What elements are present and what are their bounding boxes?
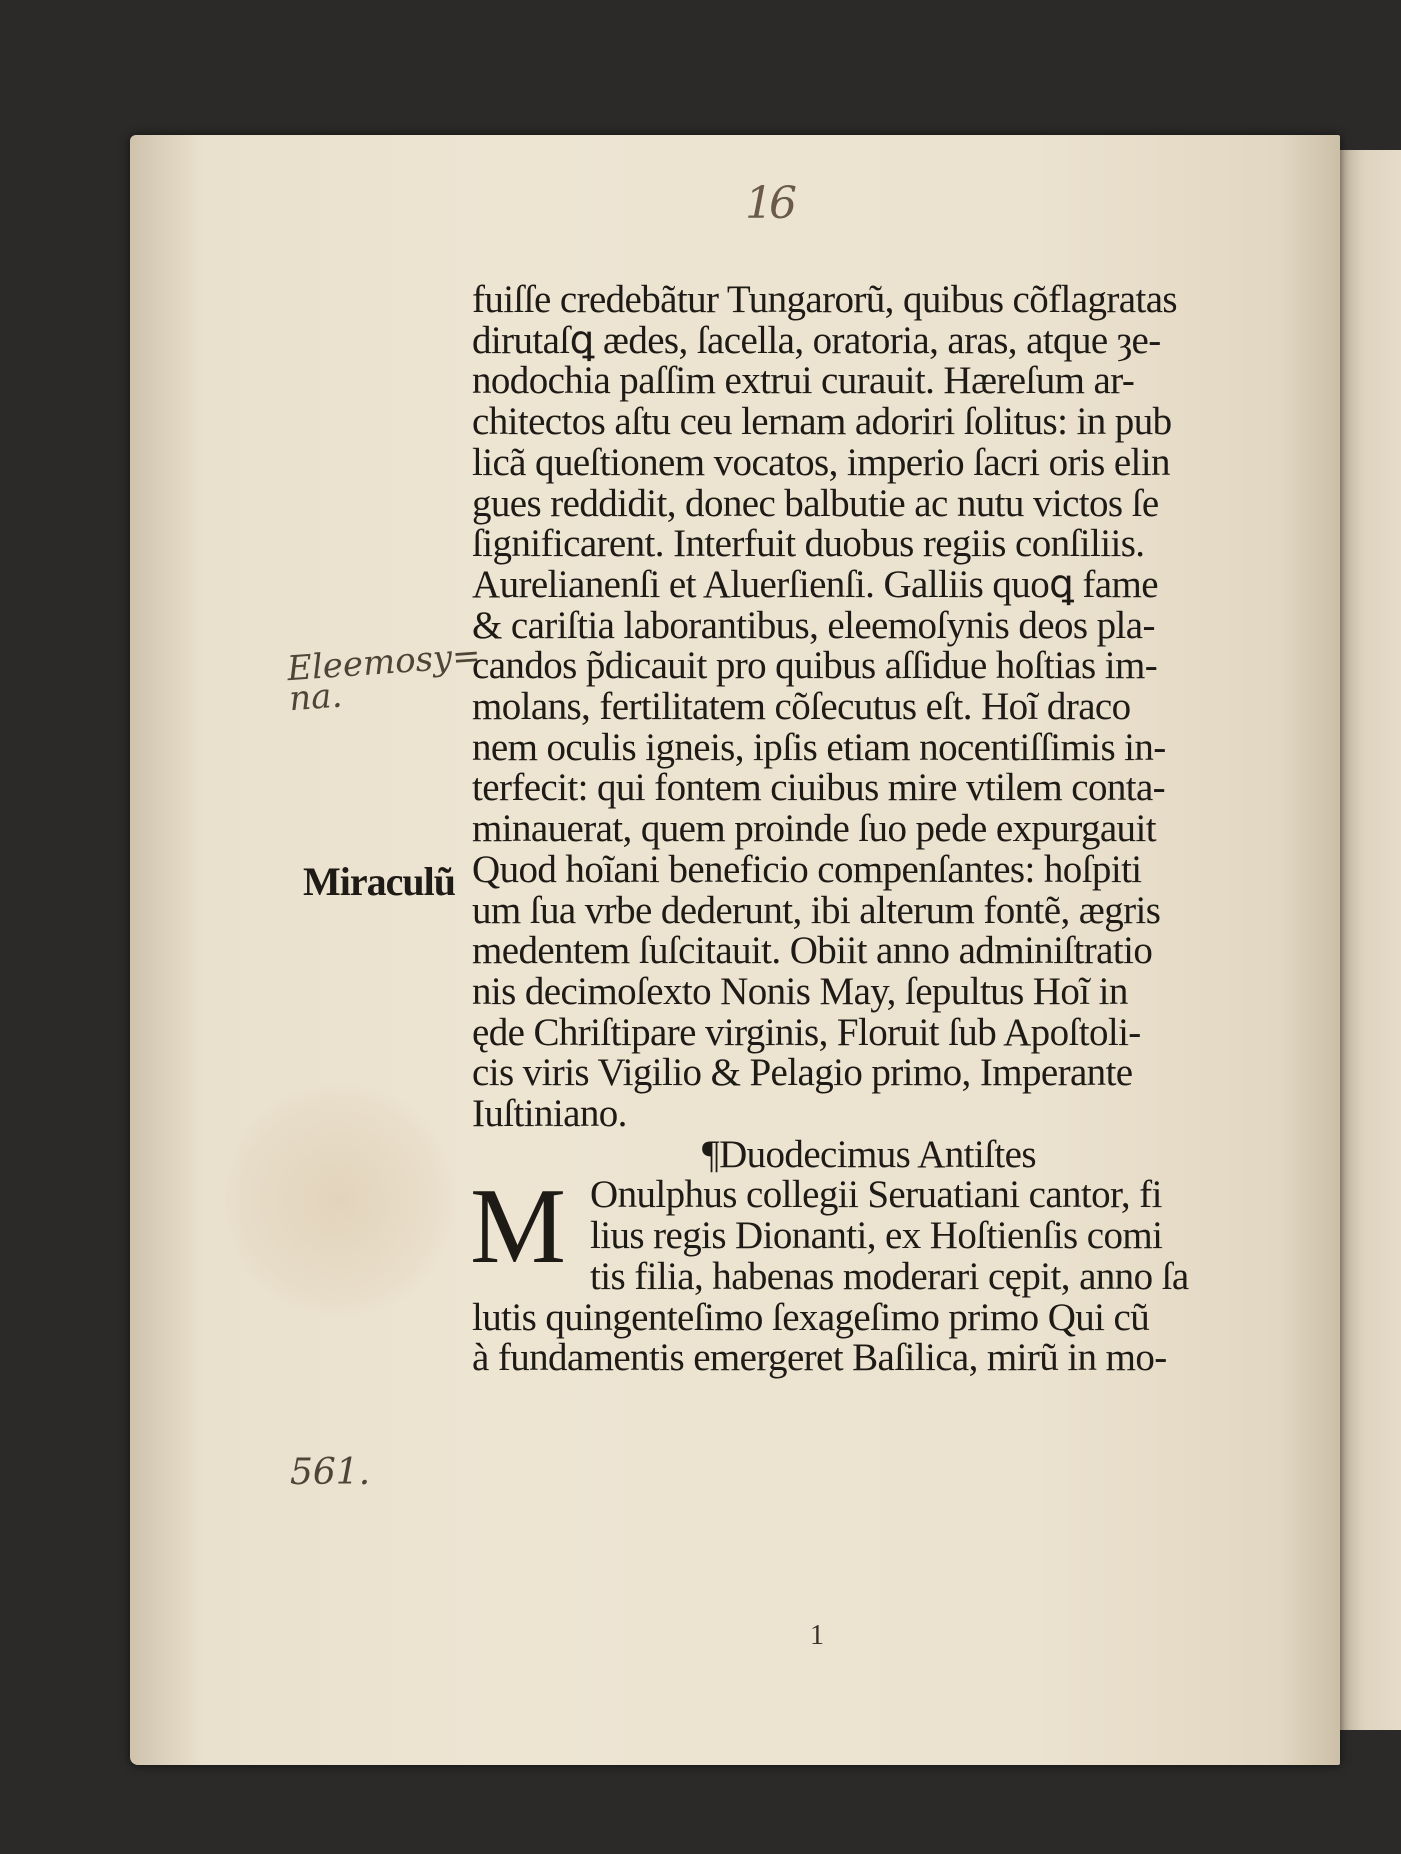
text-line: lutis quingenteſimo ſexageſimo primo Qui cũ — [472, 1295, 1150, 1339]
body-paragraph — [472, 280, 1312, 1135]
text-line: tis filia, habenas moderari cępit, anno ſa — [590, 1254, 1189, 1298]
text-line: cis viris Vigilio & Pelagio primo, Imperante — [472, 1051, 1133, 1095]
text-line: Quod hoĩani beneficio compenſantes: hoſpiti — [472, 847, 1142, 891]
text-line: dirutaſꝗ ædes, ſacella, oratoria, aras, atque ȝe- — [472, 318, 1161, 362]
text-line: gues reddidit, donec balbutie ac nutu victos ſe — [472, 481, 1159, 525]
text-line: medentem ſuſcitauit. Obiit anno adminiſtratio — [472, 929, 1153, 973]
text-line: Aurelianenſi et Aluerſienſi. Galliis quoꝗ fame — [472, 562, 1158, 606]
section-lines — [470, 1167, 1312, 1380]
text-line: fuiſſe credebãtur Tungarorũ, quibus cõflagratas — [472, 278, 1178, 321]
text-line: ſignificarent. Interfuit duobus regiis conſiliis. — [472, 522, 1145, 566]
text-line: & cariſtia laborantibus, eleemoſynis deos pla- — [472, 603, 1155, 647]
text-line: nis decimoſexto Nonis May, ſepultus Hoĩ in — [472, 969, 1128, 1013]
text-line: lius regis Dionanti, ex Hoſtienſis comi — [590, 1214, 1163, 1258]
facing-page-edge — [1338, 150, 1401, 1730]
text-line: Onulphus collegii Seruatiani cantor, fi — [590, 1173, 1162, 1217]
text-line: terfecit: qui fontem ciuibus mire vtilem conta- — [472, 766, 1166, 810]
text-line: Iuſtiniano. — [472, 1092, 627, 1136]
text-line: molans, fertilitatem cõſecutus eſt. Hoĩ draco — [472, 685, 1131, 729]
paper-stain — [225, 1080, 455, 1320]
margin-note-miraculum: Miraculũ — [303, 859, 455, 904]
drop-capital: M — [470, 1167, 567, 1287]
section-paragraph — [470, 1167, 1312, 1380]
section-heading: ¶Duodecimus Antiſtes — [702, 1132, 1036, 1176]
margin-note-handwritten: Eleemosy= na. — [285, 635, 482, 720]
text-line: candos p̃dicauit pro quibus aſſidue hoſtias im- — [472, 644, 1158, 688]
folio-number: 16 — [745, 178, 793, 229]
text-line: chitectos aſtu ceu lernam adoriri ſolitus: in pub — [472, 400, 1172, 444]
text-line: um ſua vrbe dederunt, ibi alterum fontẽ, ægris — [472, 888, 1161, 932]
main-text-block — [472, 280, 1312, 1379]
text-line: ęde Chriſtipare virginis, Floruit ſub Apoſtoli- — [472, 1010, 1141, 1054]
text-line: licã queſtionem vocatos, imperio ſacri oris elin — [472, 440, 1170, 484]
text-line: nodochia paſſim extrui curauit. Hæreſum ar- — [472, 359, 1135, 403]
signature-mark: 1 — [810, 1620, 824, 1651]
margin-note-year: 561. — [290, 1452, 371, 1493]
text-line: minauerat, quem proinde ſuo pede expurgauit — [472, 807, 1156, 851]
text-line: à fundamentis emergeret Baſilica, mirũ in mo- — [472, 1336, 1167, 1380]
text-line: nem oculis igneis, ipſis etiam nocentiſſimis in- — [472, 725, 1166, 769]
